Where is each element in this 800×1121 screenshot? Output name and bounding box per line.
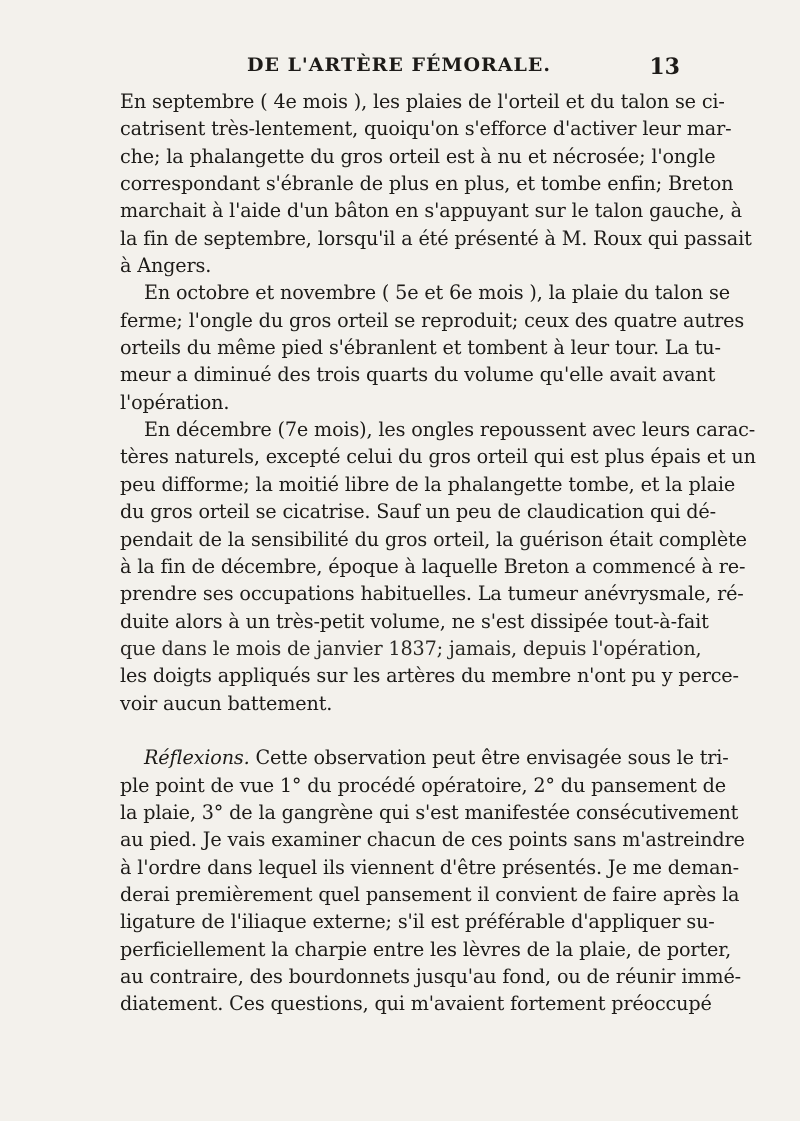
text-line: ple point de vue 1° du procédé opératoire, 2° du pansement de	[120, 773, 726, 797]
text-line: au pied. Je vais examiner chacun de ces points sans m'astreindre	[120, 828, 745, 852]
text-line	[120, 744, 729, 771]
text-line: orteils du même pied s'ébranlent et tombent à leur tour. La tu-	[120, 336, 721, 360]
text-line: pendait de la sensibilité du gros orteil, la guérison était complète	[120, 527, 747, 551]
text-line: En octobre et novembre ( 5e et 6e mois ), la plaie du talon se	[144, 281, 730, 305]
text-line: ferme; l'ongle du gros orteil se reproduit; ceux des quatre autres	[120, 308, 745, 332]
text-line: tères naturels, excepté celui du gros orteil qui est plus épais et un	[120, 445, 756, 469]
text-line: voir aucun battement.	[120, 691, 333, 715]
text-line: prendre ses occupations habituelles. La tumeur anévrysmale, ré-	[120, 582, 744, 606]
text-line: meur a diminué des trois quarts du volume qu'elle avait avant	[120, 363, 716, 387]
running-title: DE L'ARTÈRE FÉMORALE.	[247, 54, 551, 76]
text-line: au contraire, des bourdonnets jusqu'au fond, ou de réunir immé-	[120, 965, 742, 988]
text-line: à la fin de décembre, époque à laquelle Breton a commencé à re-	[120, 554, 746, 578]
page-header	[118, 54, 680, 84]
text-run: Cette observation peut être envisagée sous le tri-	[249, 746, 729, 770]
text-line: correspondant s'ébranle de plus en plus, et tombe enfin; Breton	[120, 172, 734, 196]
text-line: peu difforme; la moitié libre de la phalangette tombe, et la plaie	[120, 472, 736, 496]
text-line: à Angers.	[120, 254, 212, 278]
page-number: 13	[649, 54, 680, 80]
text-line: la fin de septembre, lorsqu'il a été présenté à M. Roux qui passait	[120, 226, 752, 250]
text-line: duite alors à un très-petit volume, ne s'est dissipée tout-à-fait	[120, 609, 709, 633]
text-line: perficiellement la charpie entre les lèvres de la plaie, de porter,	[120, 937, 732, 961]
text-line: En décembre (7e mois), les ongles repoussent avec leurs carac-	[144, 418, 756, 442]
text-line: l'opération.	[120, 390, 230, 414]
text-line: derai premièrement quel pansement il convient de faire après la	[120, 882, 740, 906]
section-heading: Réflexions.	[144, 746, 250, 770]
text-line: du gros orteil se cicatrise. Sauf un peu de claudication qui dé-	[120, 500, 716, 524]
text-line: la plaie, 3° de la gangrène qui s'est manifestée consécutivement	[120, 800, 739, 824]
paragraph-gap	[120, 717, 680, 744]
text-line: En septembre ( 4e mois ), les plaies de l'orteil et du talon se ci-	[120, 90, 725, 113]
text-line: les doigts appliqués sur les artères du membre n'ont pu y perce-	[120, 664, 739, 688]
body-text	[120, 88, 756, 1018]
text-line: catrisent très-lentement, quoiqu'on s'efforce d'activer leur mar-	[120, 117, 732, 141]
text-line: che; la phalangette du gros orteil est à nu et nécrosée; l'ongle	[120, 144, 716, 168]
text-line: à l'ordre dans lequel ils viennent d'être présentés. Je me deman-	[120, 855, 740, 879]
text-line: diatement. Ces questions, qui m'avaient fortement préoccupé	[120, 992, 712, 1016]
text-line: marchait à l'aide d'un bâton en s'appuyant sur le talon gauche, à	[120, 199, 742, 223]
text-line: que dans le mois de janvier 1837; jamais, depuis l'opération,	[120, 636, 702, 660]
text-line: ligature de l'iliaque externe; s'il est préférable d'appliquer su-	[120, 910, 715, 934]
